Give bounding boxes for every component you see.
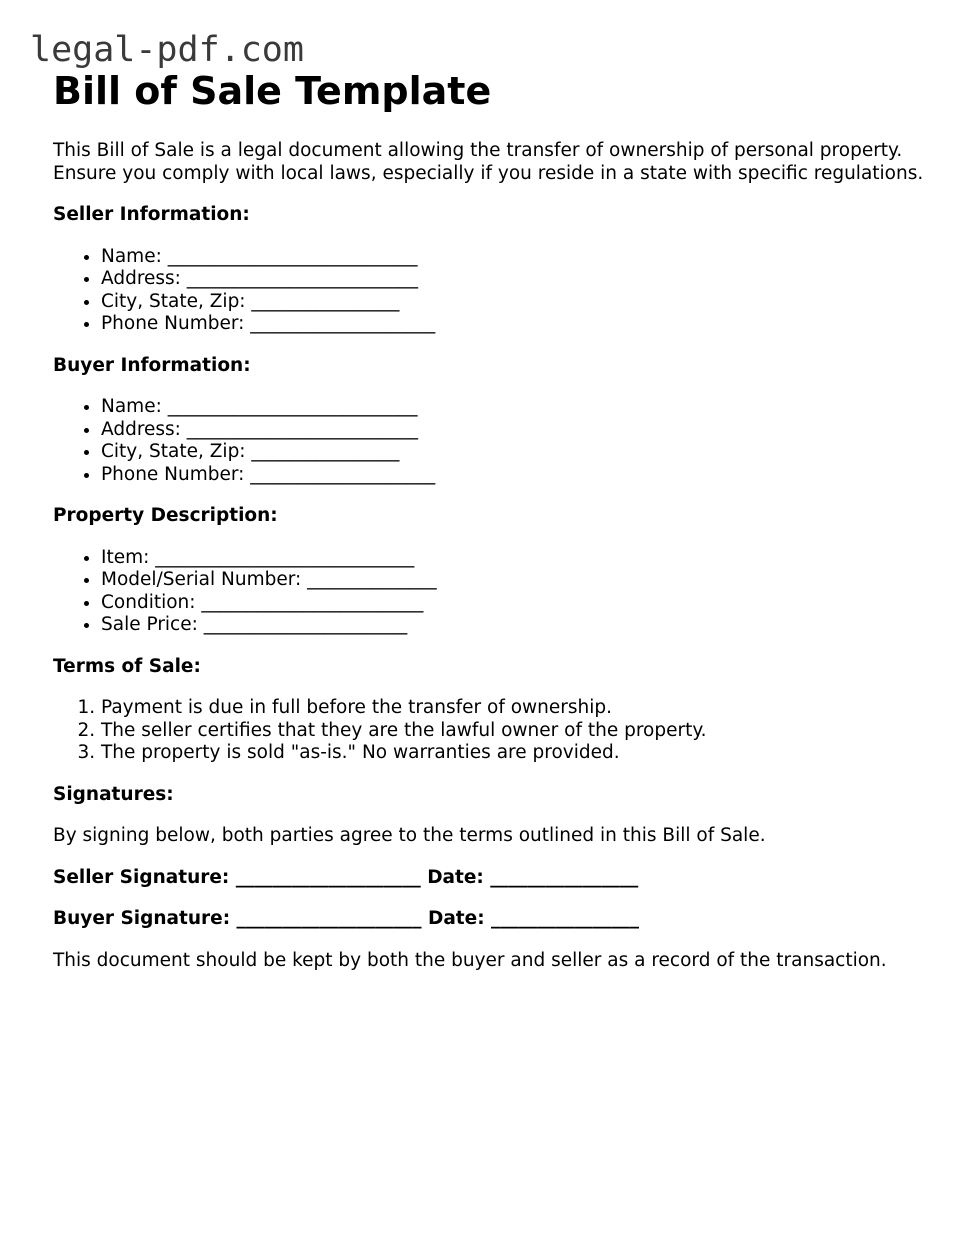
terms-item: 3. The property is sold "as-is." No warranties are provided. — [101, 742, 933, 765]
buyer-heading: Buyer Information: — [53, 354, 251, 376]
property-fields-list — [53, 547, 933, 637]
seller-name-field: • Name: ___________________________ — [101, 246, 933, 269]
document-page — [53, 68, 933, 972]
seller-city-state-zip-field: • City, State, Zip: ________________ — [101, 291, 933, 314]
buyer-signature-text: Buyer Signature: ____________________ Date: ________________ — [53, 908, 640, 929]
footer-note: This document should be kept by both the buyer and seller as a record of the transaction. — [53, 949, 887, 971]
buyer-phone-field: • Phone Number: ____________________ — [101, 464, 933, 487]
terms-item: 1. Payment is due in full before the transfer of ownership. — [101, 697, 933, 720]
seller-phone-field: • Phone Number: ____________________ — [101, 313, 933, 336]
terms-heading: Terms of Sale: — [53, 655, 201, 677]
site-watermark: legal-pdf.com — [30, 30, 304, 70]
seller-address-field: • Address: _________________________ — [101, 268, 933, 291]
seller-signature-text: Seller Signature: ____________________ Date: ________________ — [53, 866, 639, 888]
seller-signature-line — [53, 867, 933, 890]
property-sale-price-field: • Sale Price: ______________________ — [101, 614, 933, 637]
buyer-city-state-zip-field: • City, State, Zip: ________________ — [101, 441, 933, 464]
property-model-serial-field: • Model/Serial Number: ______________ — [101, 569, 933, 592]
buyer-address-field: • Address: _________________________ — [101, 419, 933, 442]
property-item-field: • Item: ____________________________ — [101, 547, 933, 570]
intro-paragraph: This Bill of Sale is a legal document allowing the transfer of ownership of personal property. Ensure you comply with local laws, especially if you reside in a state with specific regulations. — [53, 140, 924, 184]
signatures-heading: Signatures: — [53, 783, 174, 805]
property-heading: Property Description: — [53, 505, 278, 526]
buyer-fields-list — [53, 396, 933, 486]
seller-fields-list — [53, 246, 933, 336]
buyer-signature-line — [53, 908, 933, 931]
terms-list — [53, 697, 933, 765]
seller-heading: Seller Information: — [53, 204, 250, 225]
signatures-statement: By signing below, both parties agree to the terms outlined in this Bill of Sale. — [53, 825, 766, 846]
page-title: Bill of Sale Template — [53, 69, 492, 113]
terms-item: 2. The seller certifies that they are the lawful owner of the property. — [101, 720, 933, 743]
buyer-name-field: • Name: ___________________________ — [101, 396, 933, 419]
property-condition-field: • Condition: ________________________ — [101, 592, 933, 615]
